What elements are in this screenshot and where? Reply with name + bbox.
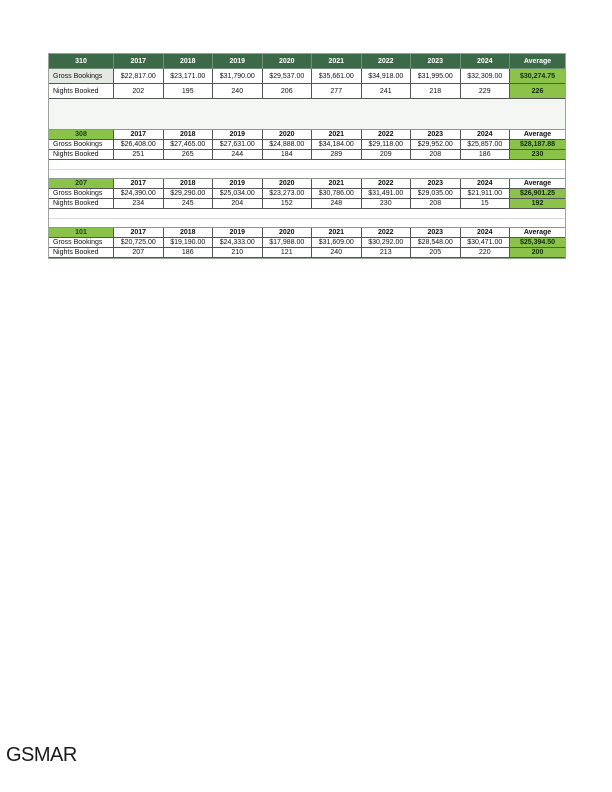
header-row <box>49 179 565 189</box>
gridline <box>49 169 565 170</box>
table-cell: 184 <box>263 150 313 160</box>
table-cell: 152 <box>263 199 313 209</box>
average-header: Average <box>510 54 565 69</box>
table-cell: 244 <box>213 150 263 160</box>
table-cell: $21,911.00 <box>461 189 511 199</box>
table-cell: $30,786.00 <box>312 189 362 199</box>
year-header: 2019 <box>213 228 263 238</box>
nights-booked-row <box>49 248 565 258</box>
table-cell: $31,609.00 <box>312 238 362 248</box>
table-cell: 208 <box>411 199 461 209</box>
table-cell: $24,390.00 <box>114 189 164 199</box>
year-header: 2021 <box>312 130 362 140</box>
spacer-row <box>49 160 565 179</box>
spacer-row <box>49 99 565 130</box>
year-header: 2021 <box>312 228 362 238</box>
table-cell: $28,548.00 <box>411 238 461 248</box>
table-cell: $25,857.00 <box>461 140 511 150</box>
table-cell: 186 <box>164 248 214 258</box>
table-cell: 265 <box>164 150 214 160</box>
row-label: Nights Booked <box>49 248 114 258</box>
year-header: 2022 <box>362 228 412 238</box>
table-cell: 240 <box>213 84 263 99</box>
table-cell: 240 <box>312 248 362 258</box>
table-cell: 241 <box>362 84 412 99</box>
table-cell: $25,034.00 <box>213 189 263 199</box>
unit-block-207 <box>49 179 565 209</box>
year-header: 2021 <box>312 179 362 189</box>
table-cell: 277 <box>312 84 362 99</box>
table-cell: $29,290.00 <box>164 189 214 199</box>
year-header: 2023 <box>411 179 461 189</box>
average-header: Average <box>510 228 565 238</box>
table-cell: $27,465.00 <box>164 140 214 150</box>
table-cell: $19,190.00 <box>164 238 214 248</box>
year-header: 2020 <box>263 54 313 69</box>
year-header: 2022 <box>362 130 412 140</box>
year-header: 2018 <box>164 130 214 140</box>
average-cell: $26,901.25 <box>510 189 565 199</box>
average-cell: 230 <box>510 150 565 160</box>
year-header: 2024 <box>461 179 511 189</box>
row-label: Gross Bookings <box>49 69 114 84</box>
average-cell: 192 <box>510 199 565 209</box>
gridline <box>49 218 565 219</box>
year-header: 2020 <box>263 228 313 238</box>
table-cell: 15 <box>461 199 511 209</box>
row-label: Gross Bookings <box>49 189 114 199</box>
table-cell: 205 <box>411 248 461 258</box>
table-cell: $20,725.00 <box>114 238 164 248</box>
table-cell: $22,817.00 <box>114 69 164 84</box>
year-header: 2019 <box>213 179 263 189</box>
year-header: 2018 <box>164 179 214 189</box>
year-header: 2022 <box>362 179 412 189</box>
header-row <box>49 228 565 238</box>
unit-block-308 <box>49 130 565 160</box>
table-cell: $34,184.00 <box>312 140 362 150</box>
table-cell: $24,333.00 <box>213 238 263 248</box>
unit-block-310 <box>49 54 565 99</box>
nights-booked-row <box>49 199 565 209</box>
table-cell: $26,408.00 <box>114 140 164 150</box>
year-header: 2024 <box>461 54 511 69</box>
header-row <box>49 54 565 69</box>
year-header: 2019 <box>213 130 263 140</box>
nights-booked-row <box>49 84 565 99</box>
table-cell: $24,888.00 <box>263 140 313 150</box>
year-header: 2018 <box>164 228 214 238</box>
table-cell: $32,309.00 <box>461 69 511 84</box>
table-cell: $31,790.00 <box>213 69 263 84</box>
table-cell: 206 <box>263 84 313 99</box>
table-cell: $31,491.00 <box>362 189 412 199</box>
table-cell: 213 <box>362 248 412 258</box>
unit-label: 101 <box>49 228 114 238</box>
year-header: 2017 <box>114 130 164 140</box>
unit-block-101 <box>49 228 565 258</box>
table-cell: $27,631.00 <box>213 140 263 150</box>
table-cell: 248 <box>312 199 362 209</box>
table-cell: 234 <box>114 199 164 209</box>
year-header: 2023 <box>411 228 461 238</box>
table-cell: $29,952.00 <box>411 140 461 150</box>
year-header: 2023 <box>411 54 461 69</box>
year-header: 2020 <box>263 130 313 140</box>
table-cell: $29,035.00 <box>411 189 461 199</box>
table-cell: $17,988.00 <box>263 238 313 248</box>
year-header: 2017 <box>114 228 164 238</box>
unit-label: 310 <box>49 54 114 69</box>
nights-booked-row <box>49 150 565 160</box>
row-label: Nights Booked <box>49 199 114 209</box>
year-header: 2017 <box>114 179 164 189</box>
table-cell: 289 <box>312 150 362 160</box>
table-cell: $35,661.00 <box>312 69 362 84</box>
gross-bookings-row <box>49 238 565 248</box>
year-header: 2017 <box>114 54 164 69</box>
bookings-table <box>48 53 566 259</box>
table-cell: 230 <box>362 199 412 209</box>
table-cell: $31,995.00 <box>411 69 461 84</box>
table-cell: 207 <box>114 248 164 258</box>
table-cell: $30,471.00 <box>461 238 511 248</box>
average-header: Average <box>510 179 565 189</box>
gsmar-logo: GSMAR <box>6 744 77 766</box>
row-label: Nights Booked <box>49 150 114 160</box>
row-label: Gross Bookings <box>49 140 114 150</box>
table-cell: 220 <box>461 248 511 258</box>
table-cell: 204 <box>213 199 263 209</box>
gross-bookings-row <box>49 140 565 150</box>
table-cell: $30,292.00 <box>362 238 412 248</box>
gross-bookings-row <box>49 69 565 84</box>
year-header: 2024 <box>461 228 511 238</box>
average-cell: $28,187.88 <box>510 140 565 150</box>
table-cell: 195 <box>164 84 214 99</box>
average-cell: $30,274.75 <box>510 69 565 84</box>
table-cell: 186 <box>461 150 511 160</box>
year-header: 2019 <box>213 54 263 69</box>
spacer-row <box>49 209 565 228</box>
year-header: 2021 <box>312 54 362 69</box>
year-header: 2023 <box>411 130 461 140</box>
year-header: 2018 <box>164 54 214 69</box>
row-label: Gross Bookings <box>49 238 114 248</box>
average-cell: $25,394.50 <box>510 238 565 248</box>
row-label: Nights Booked <box>49 84 114 99</box>
table-cell: 210 <box>213 248 263 258</box>
table-cell: 229 <box>461 84 511 99</box>
year-header: 2020 <box>263 179 313 189</box>
average-cell: 226 <box>510 84 565 99</box>
unit-label: 207 <box>49 179 114 189</box>
table-cell: $23,171.00 <box>164 69 214 84</box>
table-cell: 121 <box>263 248 313 258</box>
unit-label: 308 <box>49 130 114 140</box>
average-cell: 200 <box>510 248 565 258</box>
table-cell: $34,918.00 <box>362 69 412 84</box>
table-cell: 251 <box>114 150 164 160</box>
table-cell: $29,118.00 <box>362 140 412 150</box>
table-cell: 202 <box>114 84 164 99</box>
header-row <box>49 130 565 140</box>
average-header: Average <box>510 130 565 140</box>
gross-bookings-row <box>49 189 565 199</box>
year-header: 2022 <box>362 54 412 69</box>
table-cell: $23,273.00 <box>263 189 313 199</box>
table-cell: $29,537.00 <box>263 69 313 84</box>
table-cell: 245 <box>164 199 214 209</box>
table-cell: 208 <box>411 150 461 160</box>
table-cell: 218 <box>411 84 461 99</box>
year-header: 2024 <box>461 130 511 140</box>
table-cell: 209 <box>362 150 412 160</box>
